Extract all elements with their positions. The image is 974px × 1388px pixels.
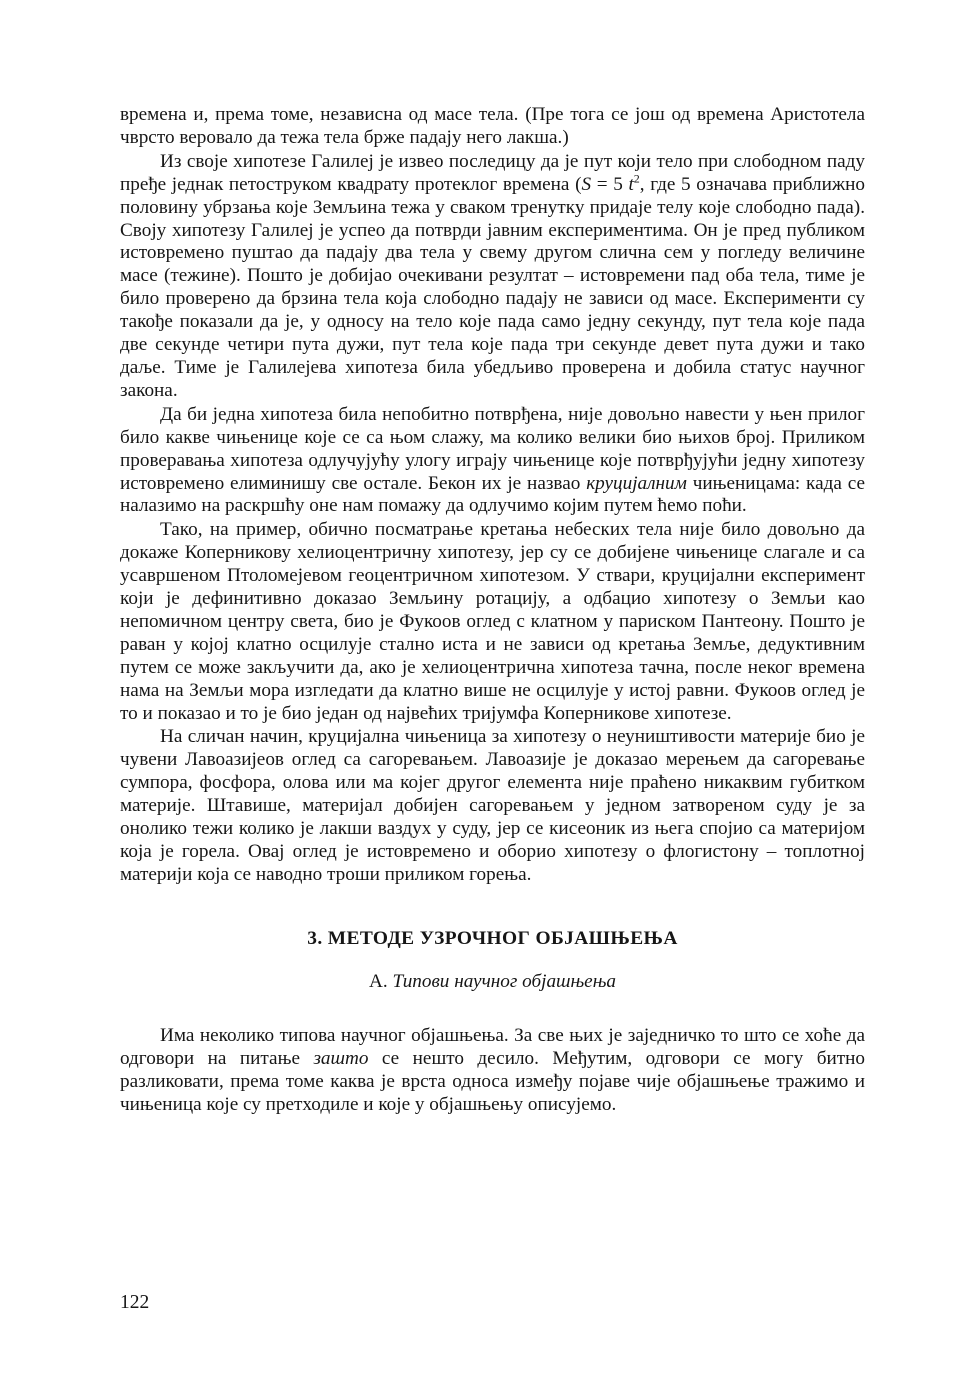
formula-equals: = 5	[591, 173, 629, 195]
paragraph-text: времена и, према томе, независна од масе тела. (Пре тога се још од времена Аристотела чврсто веровало да тежа тела брже падају него лакша.)	[120, 104, 865, 148]
subsection-title: Типови научног објашњења	[392, 970, 616, 992]
formula-variable-s: S	[581, 173, 592, 195]
emphasis-why: зашто	[313, 1047, 369, 1069]
paragraph-galileo-hypothesis	[120, 151, 865, 403]
subsection-label: А.	[369, 970, 388, 992]
formula-exponent: 2	[633, 171, 640, 186]
page-number: 122	[120, 1292, 150, 1313]
paragraph-text: Да би једна хипотеза била непобитно потврђена, није довољно навести у њен прилог било какве чињенице које се са њом слажу, ма колико велики био њихов број. Приликом проверавања хипотеза одлучујућу улогу играју чињенице које потврђујући једну хипотезу истовремено елиминишу све остале. Бекон их је назвао	[120, 403, 865, 494]
paragraph-text: Има неколико типова научног објашњења. За све њих је заједничко то што се хоће да одговори на питање	[120, 1024, 865, 1069]
paragraph-text: чињеницама: када се налазимо на раскршћу оне нам помажу да одлучимо којим путем ћемо поћи.	[120, 472, 865, 517]
paragraph-text: , где 5 означава приближно половину убрзања које Земљина тежа у сваком тренутку придаје телу које слободно пада). Своју хипотезу Галилеј је успео да потврди јавним експериментима. Он је пред публиком истовремено пуштао да падају два тела у свему другом слична сем у погледу величине масе (тежине). Пошто је добијао очекивани резултат – истовремени пад оба тела, тиме је било проверено да брзина тела која слободно падају не зависи од масе. Експерименти су такође показали да је, у односу на тело које пада само једну секунду, пут тела које пада две секунде четири пута дужи, пут тела које пада три секунде девет пута дужи и тако даље. Тиме је Галилејева хипотеза била убедљиво проверена и добила статус научног закона.	[120, 173, 865, 401]
subsection-heading	[120, 970, 865, 993]
paragraph-text: се нешто десило. Међутим, одговори се могу битно разликовати, према томе каква је врста односа између појаве чије објашњење тражимо и чињеница које су претходиле и које у објашњењу описујемо.	[120, 1047, 865, 1115]
paragraph-crucial-facts	[120, 404, 865, 519]
paragraph-text: Тако, на пример, обично посматрање кретања небеских тела није било довољно да докаже Коперникову хелиоцентричну хипотезу, јер су се добијене чињенице слагале и са усавршеном Птоломејевом геоцентричном хипотезом. У ствари, круцијални експеримент који је дефинитивно доказао Земљину ротацију, а одбацио хипотезу о Земљи као непомичном центру света, био је Фукоов оглед с клатном у париском Пантеону. Пошто је раван у којој клатно осцилује стално иста и не зависи од кретања Земље, дедуктивним путем се може закључити да, ако је хелиоцентрична хипотеза тачна, после неког времена нама на Земљи мора изгледати да клатно више не осцилује у истој равни. Фукоов оглед је то и показао и то је био један од највећих тријумфа Коперникове хипотезе.	[120, 519, 865, 724]
section-heading: 3. МЕТОДЕ УЗРОЧНОГ ОБЈАШЊЕЊА	[307, 927, 678, 949]
paragraph-text: На сличан начин, круцијална чињеница за хипотезу о неуништивости материје био је чувени Лавоазијеов оглед са сагоревањем. Лавоазије је доказао мерењем да сагоревање сумпора, фосфора, олова или ма којег другог елемента није праћено никаквим губитком материје. Штавише, материјал добијен сагоревањем у једном затвореном суду је за онолико тежи колико је лакши ваздух у суду, јер се кисеоник из њега спојио са материјом која је горела. Овај оглед је истовремено и оборио хипотезу о флогистону – топлотној материји која се наводно троши приликом горења.	[120, 726, 865, 885]
formula-variable-t: t	[628, 173, 634, 195]
paragraph-continuation	[120, 104, 865, 150]
emphasis-crucial: круцијалним	[586, 472, 687, 494]
paragraph-lavoisier	[120, 726, 865, 886]
paragraph-text: Из своје хипотезе Галилеј је извео последицу да је пут који тело при слободном паду пређе једнак петоструком квадрату протеклог времена (	[120, 150, 865, 195]
paragraph-foucault-pendulum	[120, 519, 865, 725]
page-body	[120, 104, 865, 1116]
paragraph-explanation-types	[120, 1025, 865, 1117]
